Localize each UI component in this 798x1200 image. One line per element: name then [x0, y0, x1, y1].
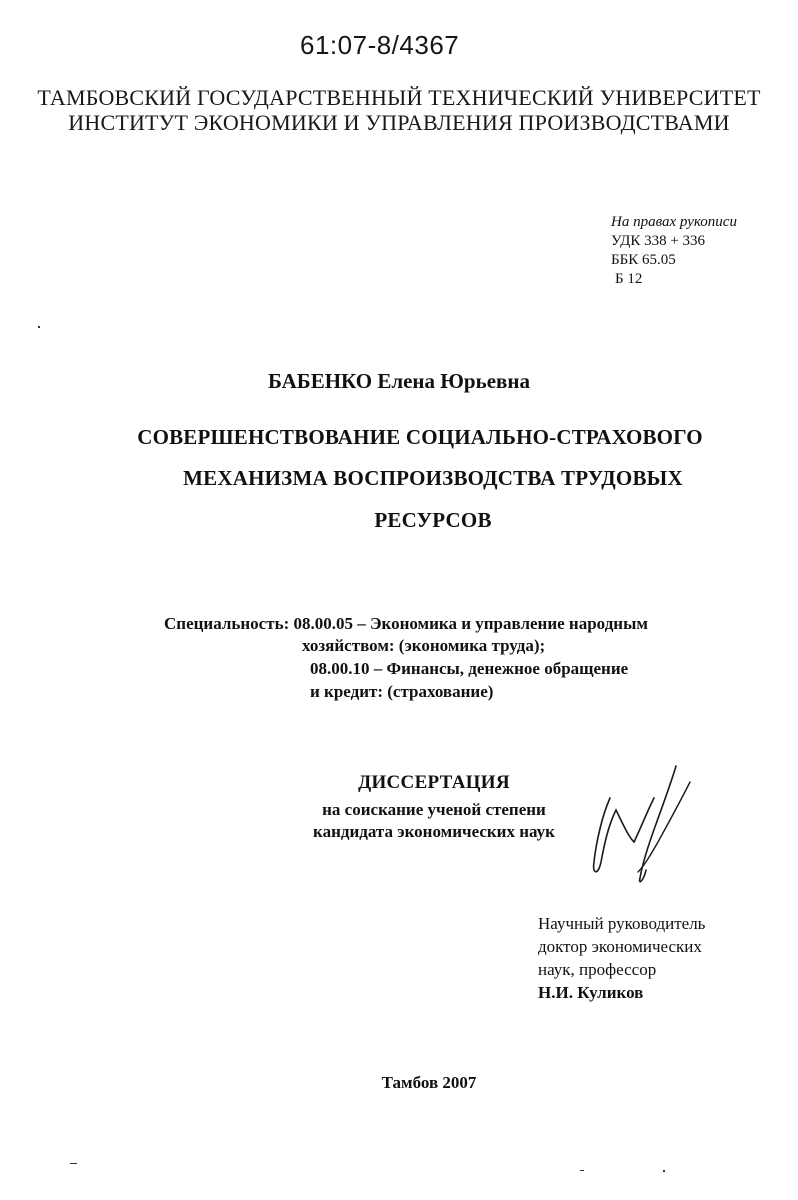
- supervisor-degree: доктор экономических: [538, 937, 702, 956]
- title-line-1: СОВЕРШЕНСТВОВАНИЕ СОЦИАЛЬНО-СТРАХОВОГО: [137, 425, 703, 449]
- degree-line-2: кандидата экономических наук: [313, 822, 555, 841]
- supervisor-name: Н.И. Куликов: [538, 983, 644, 1002]
- manuscript-note: На правах рукописи: [611, 214, 737, 230]
- title-line-3: РЕСУРСОВ: [374, 508, 492, 532]
- supervisor-title: наук, профессор: [538, 960, 657, 979]
- udk-code: УДК 338 + 336: [611, 233, 706, 249]
- author-code: Б 12: [615, 271, 643, 287]
- catalog-number: 61:07-8/4367: [300, 30, 460, 60]
- scan-speck: [70, 1163, 77, 1164]
- title-line-2: МЕХАНИЗМА ВОСПРОИЗВОДСТВА ТРУДОВЫХ: [183, 466, 683, 490]
- specialty-line-4: и кредит: (страхование): [310, 682, 494, 701]
- rights-block: [611, 213, 737, 289]
- signature: [588, 758, 696, 888]
- degree-line-1: на соискание ученой степени: [322, 800, 546, 819]
- city-year: Тамбов 2007: [381, 1073, 477, 1092]
- specialty-line-1: Специальность: 08.00.05 – Экономика и управление народным: [164, 614, 648, 633]
- scan-speck: [38, 326, 40, 328]
- scan-speck: [663, 1170, 665, 1172]
- supervisor-block: [538, 912, 705, 1004]
- institute-name: ИНСТИТУТ ЭКОНОМИКИ И УПРАВЛЕНИЯ ПРОИЗВОДСТВАМИ: [68, 110, 730, 135]
- bbk-code: ББК 65.05: [611, 252, 676, 268]
- supervisor-role: Научный руководитель: [538, 914, 706, 933]
- specialty-line-2: хозяйством: (экономика труда);: [302, 636, 546, 655]
- dissertation-heading: ДИССЕРТАЦИЯ: [358, 772, 510, 793]
- specialty-line-3: 08.00.10 – Финансы, денежное обращение: [310, 659, 629, 678]
- author-name: БАБЕНКО Елена Юрьевна: [268, 369, 530, 393]
- university-name: ТАМБОВСКИЙ ГОСУДАРСТВЕННЫЙ ТЕХНИЧЕСКИЙ УНИВЕРСИТЕТ: [37, 85, 761, 110]
- scan-speck: [580, 1170, 584, 1171]
